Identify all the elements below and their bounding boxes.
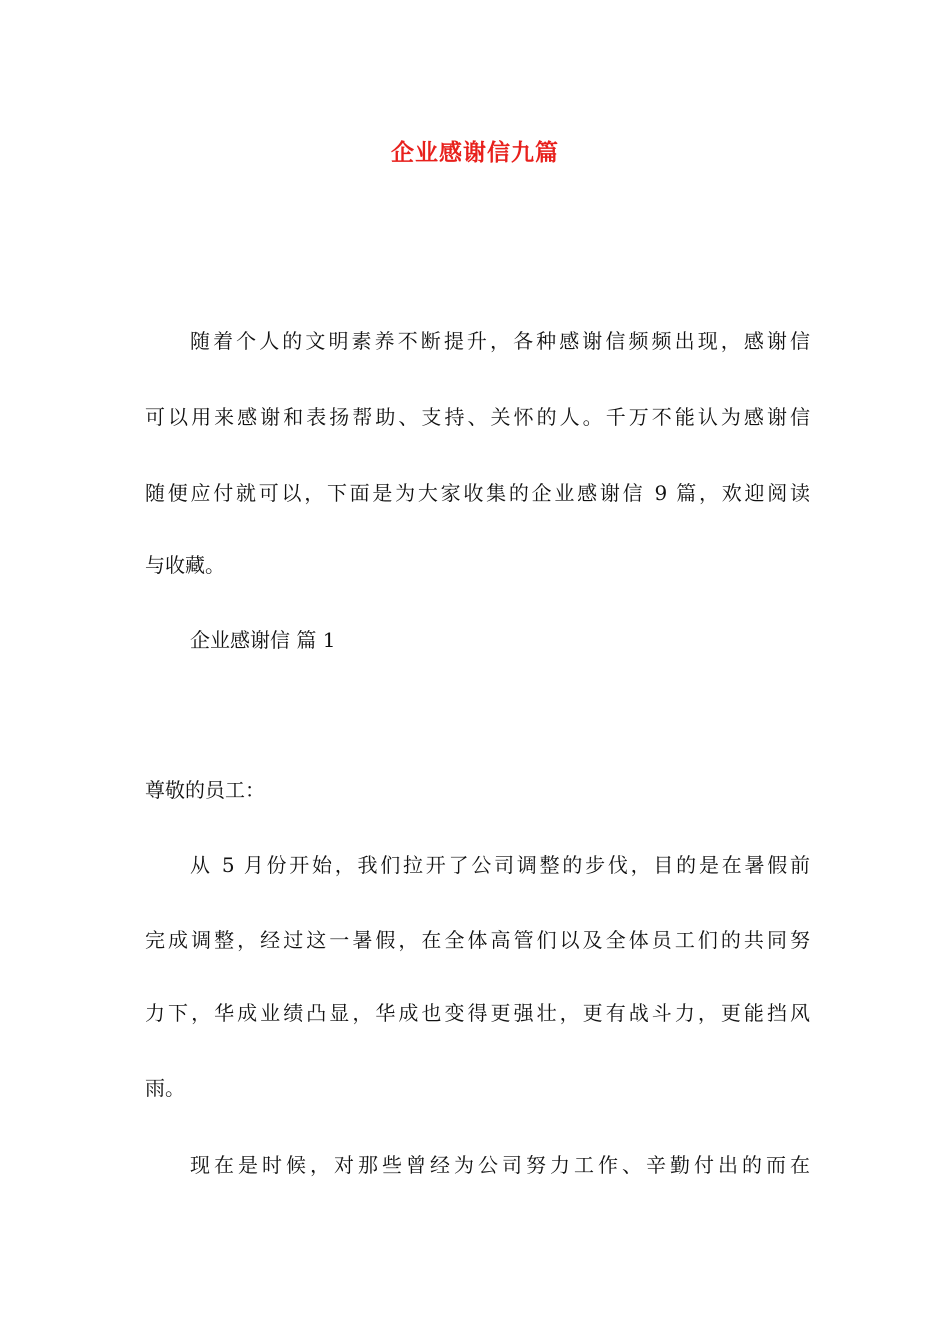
section-heading: 企业感谢信 篇 1 (190, 628, 336, 652)
salutation: 尊敬的员工： (145, 778, 265, 802)
document-title: 企业感谢信九篇 (391, 139, 559, 166)
intro-line-4: 与收藏。 (145, 553, 225, 577)
intro-line-2: 可以用来感谢和表扬帮助、支持、关怀的人。千万不能认为感谢信 (145, 405, 810, 429)
paragraph1-line-4: 雨。 (145, 1076, 185, 1100)
paragraph2-line-1: 现在是时候，对那些曾经为公司努力工作、辛勤付出的而在 (190, 1153, 810, 1177)
paragraph1-line-1: 从 5 月份开始，我们拉开了公司调整的步伐，目的是在暑假前 (190, 853, 810, 877)
intro-line-1: 随着个人的文明素养不断提升，各种感谢信频频出现，感谢信 (190, 329, 810, 353)
paragraph1-line-3: 力下，华成业绩凸显，华成也变得更强壮，更有战斗力，更能挡风 (145, 1001, 810, 1025)
intro-line-3: 随便应付就可以，下面是为大家收集的企业感谢信 9 篇，欢迎阅读 (145, 481, 810, 505)
paragraph1-line-2: 完成调整，经过这一暑假，在全体高管们以及全体员工们的共同努 (145, 928, 810, 952)
